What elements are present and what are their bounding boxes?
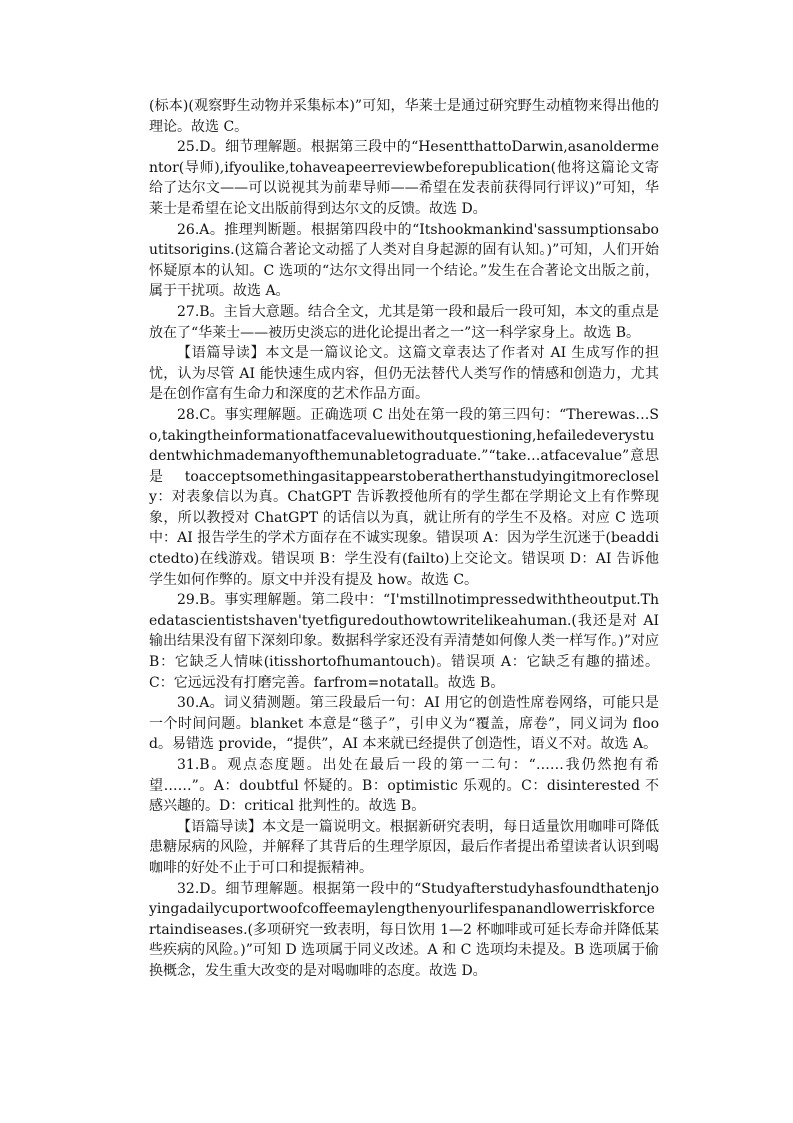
paragraph-28: 28.C。事实理解题。正确选项 C 出处在第一段的第三四句：“Therewas…So,takingtheinformationatfacevaluewithoutquestioning,hefailedeverystudentwhichmademanyofthemunabletograduate.”“take…atfacevalue”意思是 toacceptsomethingasitappearstoberatherthanstudyingitmoreclosely：对表象信以为真。ChatGPT 告诉教授他所有的学生都在学期论文上有作弊现象，所以教授对 ChatGPT 的话信以为真，就让所有的学生不及格。对应 C 选项中：AI 报告学生的学术方面存在不诚实现象。错误项 A：因为学生沉迷于(beaddictedto)在线游戏。错误项 B：学生没有(failto)上交论文。错误项 D：AI 告诉他学生如何作弊的。原文中并没有提及 how。故选 C。 [149, 406, 659, 588]
paragraph-29: 29.B。事实理解题。第二段中：“I'mstillnotimpressedwiththeoutput.Thedatascientistshaven'tyetfiguredouthowtowritelikeahuman.(我还是对 AI 输出结果没有留下深刻印象。数据科学家还没有弄清楚如何像人类一样写作。)”对应 B：它缺乏人情味(itisshortofhumantouch)。错误项 A：它缺乏有趣的描述。C：它远远没有打磨完善。farfrom=notatall。故选 B。 [149, 592, 659, 691]
reading-guide-2: 【语篇导读】本文是一篇议论文。这篇文章表达了作者对 AI 生成写作的担忧，认为尽管 AI 能快速生成内容，但仍无法替代人类写作的情感和创造力，尤其是在创作富有生命力和深度的艺术作品方面。 [149, 345, 659, 403]
paragraph-26: 26.A。推理判断题。根据第四段中的“Itshookmankind'sassumptionsaboutitsorigins.(这篇合著论文动摇了人类对自身起源的固有认知。)”可知，人们开始怀疑原本的认知。C 选项的“达尔文得出同一个结论。”发生在合著论文出版之前，属于干扰项。故选 A。 [149, 221, 659, 300]
paragraph-0: (标本)(观察野生动物并采集标本)”可知，华莱士是通过研究野生动植物来得出他的理论。故选 C。 [149, 98, 659, 135]
paragraph-30: 30.A。词义猜测题。第三段最后一句：AI 用它的创造性席卷网络，可能只是一个时间问题。blanket 本意是“毯子”，引申义为“覆盖，席卷”，同义词为 flood。易错选 provide，“提供”，AI 本来就已经提供了创造性，语义不对。故选 A。 [149, 695, 659, 753]
paragraph-25: 25.D。细节理解题。根据第三段中的“HesentthattoDarwin,asanoldermentor(导师),ifyoulike,tohaveapeerreviewbeforepublication(他将这篇论文寄给了达尔文——可以说视其为前辈导师——希望在发表前获得同行评议)”可知，华莱士是希望在论文出版前得到达尔文的反馈。故选 D。 [149, 139, 659, 217]
paragraph-27: 27.B。主旨大意题。结合全文，尤其是第一段和最后一段可知，本文的重点是放在了“华莱士——被历史淡忘的进化论提出者之一”这一科学家身上。故选 B。 [149, 303, 659, 341]
answer-explanations-page [149, 96, 659, 982]
paragraph-32: 32.D。细节理解题。根据第一段中的“Studyafterstudyhasfoundthatenjoyingadailycuportwoofcoffeemaylengthenyourlifespanandlowerriskforcertaindiseases.(多项研究一致表明，每日饮用 1—2 杯咖啡或可延长寿命并降低某些疾病的风险。)”可知 D 选项属于同义改述。A 和 C 选项均未提及。B 选项属于偷换概念，发生重大改变的是对喝咖啡的态度。故选 D。 [149, 880, 659, 979]
paragraph-31: 31.B。观点态度题。出处在最后一段的第一二句：“……我仍然抱有希望……”。A：doubtful 怀疑的。B：optimistic 乐观的。C：disinterested 不感兴趣的。D：critical 批判性的。故选 B。 [149, 757, 659, 815]
reading-guide-3: 【语篇导读】本文是一篇说明文。根据新研究表明，每日适量饮用咖啡可降低患糖尿病的风险，并解释了其背后的生理学原因，最后作者提出希望读者认识到喝咖啡的好处不止于可口和提振精神。 [149, 818, 659, 876]
